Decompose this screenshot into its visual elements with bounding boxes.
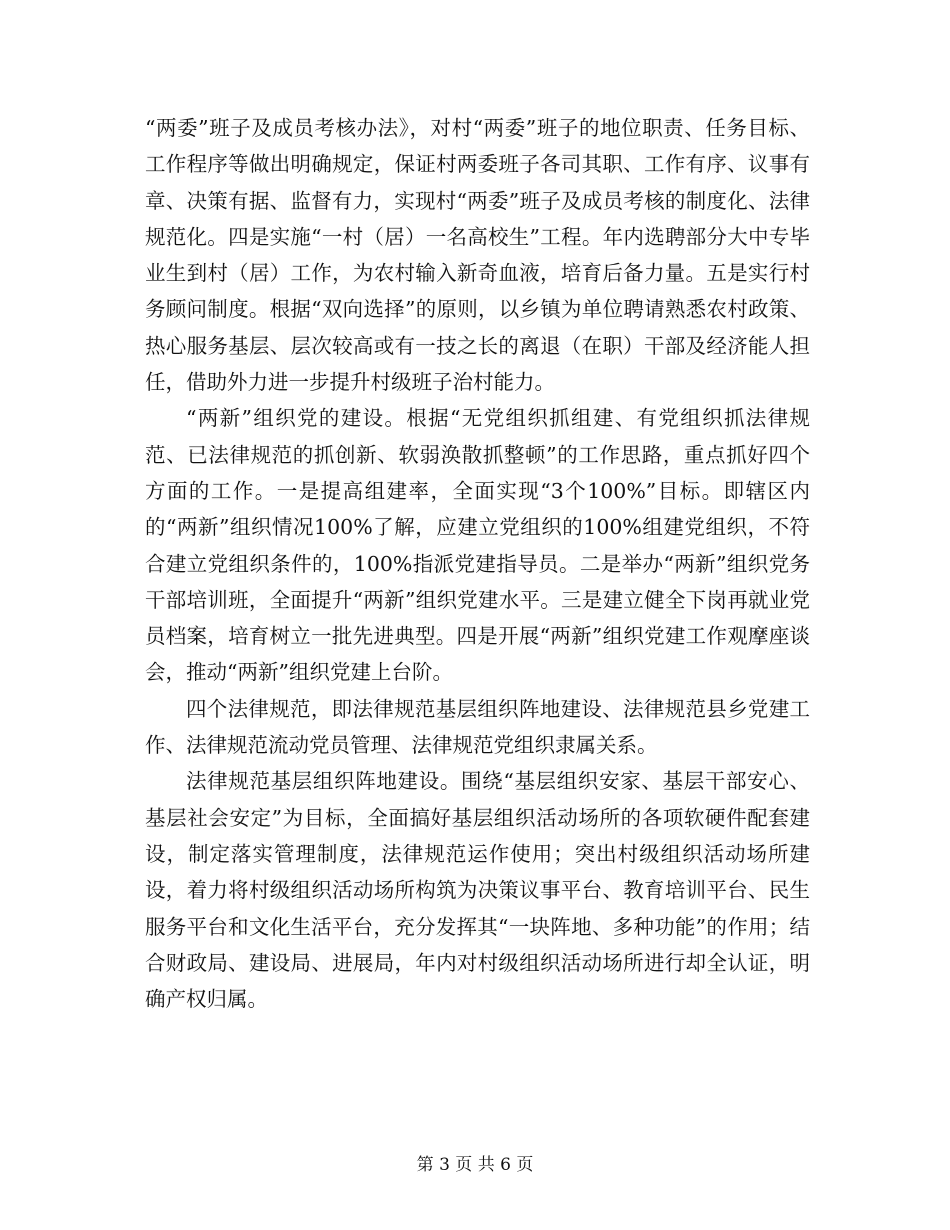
paragraph-two-new-organizations: “两新”组织党的建设。根据“无党组织抓组建、有党组织抓法律规范、已法律规范的抓创新、软弱涣散抓整顿”的工作思路，重点抓好四个方面的工作。一是提高组建率，全面实现“3个100%”目标。即辖区内的“两新”组织情况100%了解，应建立党组织的100%组建党组织，不符合建立党组织条件的，100%指派党建指导员。二是举办“两新”组织党务干部培训班，全面提升“两新”组织党建水平。三是建立健全下岗再就业党员档案，培育树立一批先进典型。四是开展“两新”组织党建工作观摩座谈会，推动“两新”组织党建上台阶。 bbox=[145, 406, 810, 685]
paragraph-grassroots-positions: 法律规范基层组织阵地建设。围绕“基层组织安家、基层干部安心、基层社会安定”为目标，全面搞好基层组织活动场所的各项软硬件配套建设，制定落实管理制度，法律规范运作使用；突出村级组织活动场所建设，着力将村级组织活动场所构筑为决策议事平台、教育培训平台、民生服务平台和文化生活平台，充分发挥其“一块阵地、多种功能”的作用；结合财政局、建设局、进展局，年内对村级组织活动场所进行却全认证，明确产权归属。 bbox=[145, 769, 810, 1012]
page-number-footer: 第 3 页 共 6 页 bbox=[416, 1155, 534, 1175]
paragraph-four-regulations: 四个法律规范，即法律规范基层组织阵地建设、法律规范县乡党建工作、法律规范流动党员管理、法律规范党组织隶属关系。 bbox=[145, 696, 810, 758]
paragraph-continued: “两委”班子及成员考核办法》，对村“两委”班子的地位职责、任务目标、工作程序等做出明确规定，保证村两委班子各司其职、工作有序、议事有章、决策有据、监督有力，实现村“两委”班子及成员考核的制度化、法律规范化。四是实施“一村（居）一名高校生”工程。年内选聘部分大中专毕业生到村（居）工作，为农村输入新奇血液，培育后备力量。五是实行村务顾问制度。根据“双向选择”的原则，以乡镇为单位聘请熟悉农村政策、热心服务基层、层次较高或有一技之长的离退（在职）干部及经济能人担任，借助外力进一步提升村级班子治村能力。 bbox=[145, 116, 810, 395]
document-body bbox=[145, 110, 810, 1017]
